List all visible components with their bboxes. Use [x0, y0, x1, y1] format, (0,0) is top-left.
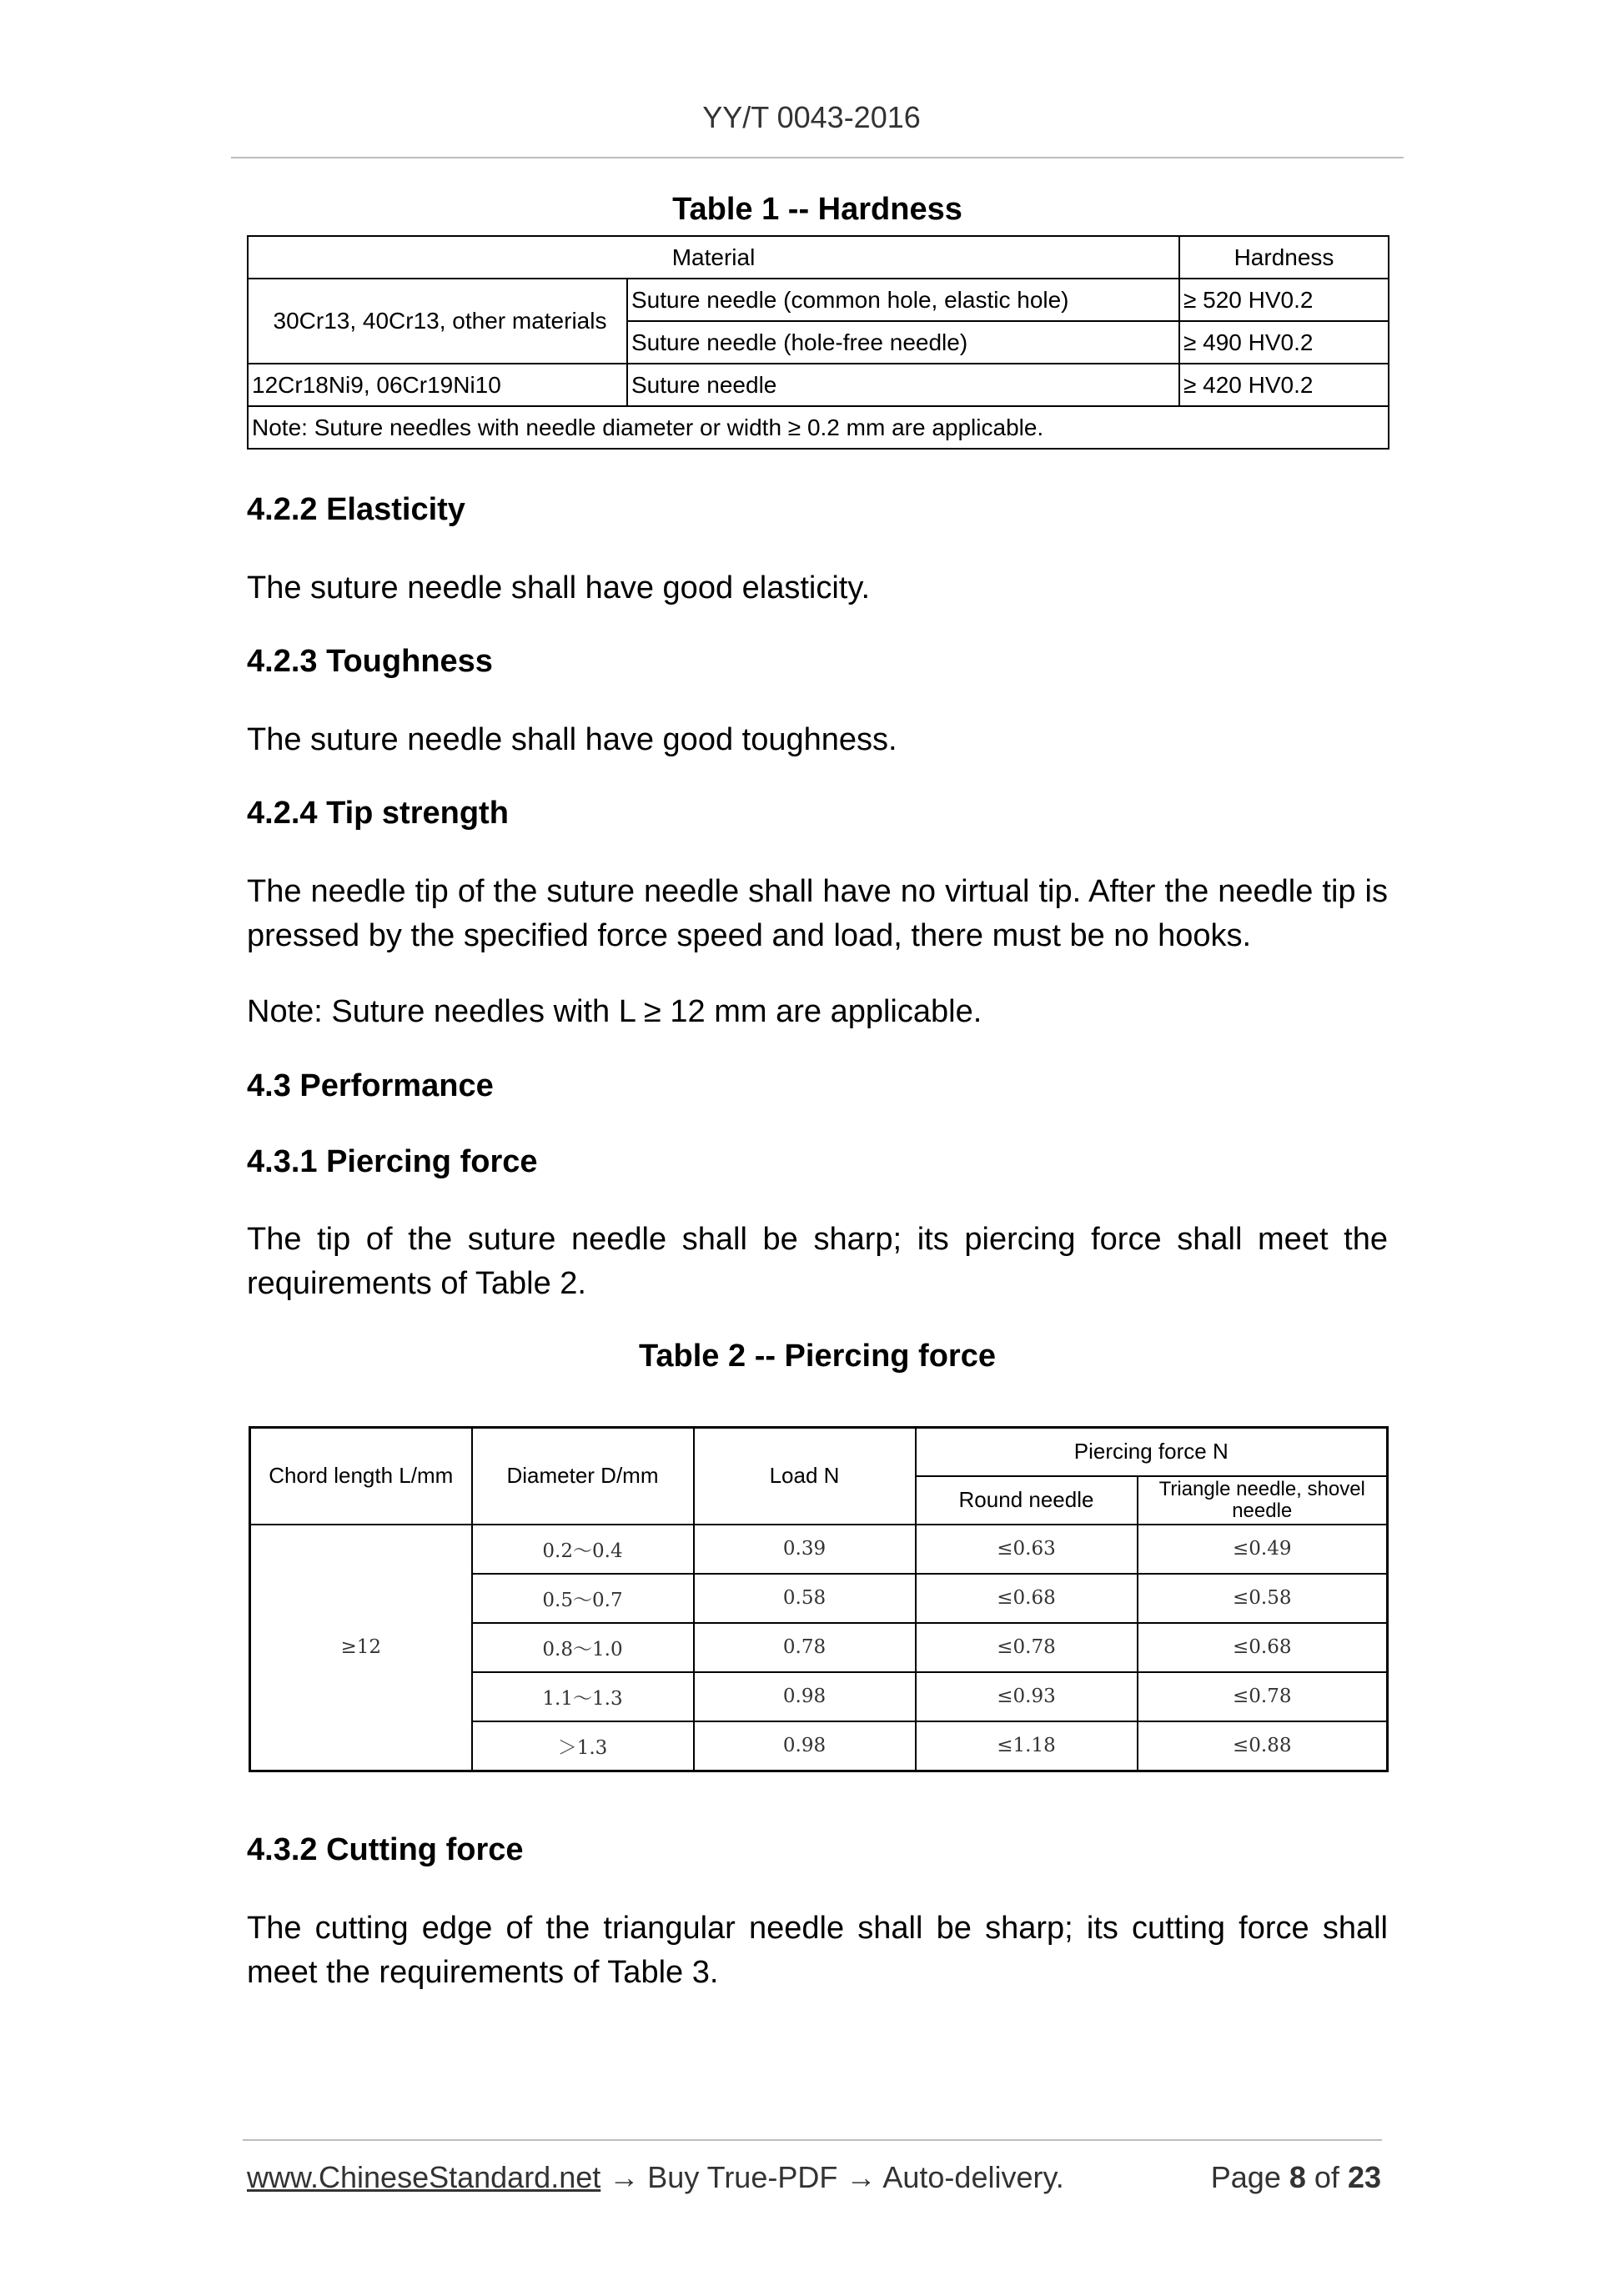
section-4-2-4-note: Note: Suture needles with L ≥ 12 mm are applicable.: [247, 994, 982, 1029]
buy-true-pdf-text: Buy True-PDF: [647, 2160, 838, 2194]
round-needle-cell: ≤0.93: [916, 1672, 1138, 1721]
section-4-3-2-heading: 4.3.2 Cutting force: [247, 1832, 524, 1867]
load-cell: 0.78: [694, 1623, 916, 1672]
page-number: 8: [1289, 2160, 1306, 2194]
needle-type-cell: Suture needle (common hole, elastic hole): [627, 279, 1179, 321]
diameter-cell: ＞1.3: [472, 1721, 694, 1771]
section-4-2-3-heading: 4.2.3 Toughness: [247, 644, 493, 679]
diameter-cell: 0.8～1.0: [472, 1623, 694, 1672]
diameter-cell: 1.1～1.3: [472, 1672, 694, 1721]
page-total: 23: [1347, 2160, 1381, 2194]
section-4-2-4-text: The needle tip of the suture needle shall have no virtual tip. After the needle tip is pressed by the specified force speed and load, there must be no hooks.: [247, 874, 1388, 953]
table1-caption: Table 1 -- Hardness: [672, 192, 962, 227]
table2-header-triangle: Triangle needle, shovel needle: [1138, 1476, 1388, 1525]
section-4-2-4-heading: 4.2.4 Tip strength: [247, 796, 509, 831]
load-cell: 0.58: [694, 1574, 916, 1623]
section-4-3-2-text: The cutting edge of the triangular needle shall be sharp; its cutting force shall meet the requirements of Table 3.: [247, 1911, 1388, 1990]
needle-type-cell: Suture needle: [627, 364, 1179, 406]
table1-header-hardness: Hardness: [1179, 236, 1389, 279]
hardness-value-cell: ≥ 420 HV0.2: [1179, 364, 1389, 406]
section-4-3-heading: 4.3 Performance: [247, 1068, 494, 1103]
material-group-cell: 30Cr13, 40Cr13, other materials: [248, 279, 627, 364]
arrow-right-icon: →: [609, 2160, 640, 2194]
round-needle-cell: ≤0.63: [916, 1525, 1138, 1574]
needle-type-cell: Suture needle (hole-free needle): [627, 321, 1179, 364]
page-word: Page: [1210, 2160, 1281, 2194]
hardness-table: [247, 235, 1389, 450]
triangle-needle-cell: ≤0.49: [1138, 1525, 1388, 1574]
table2-header-diameter: Diameter D/mm: [472, 1428, 694, 1525]
hardness-value-cell: ≥ 490 HV0.2: [1179, 321, 1389, 364]
auto-delivery-text: Auto-delivery.: [882, 2160, 1064, 2194]
section-4-3-1-heading: 4.3.1 Piercing force: [247, 1144, 538, 1179]
page-indicator: [1211, 2160, 1381, 2195]
section-4-2-2-heading: 4.2.2 Elasticity: [247, 492, 465, 527]
footer-promo: [247, 2160, 1064, 2195]
load-cell: 0.98: [694, 1721, 916, 1771]
table-row: [248, 279, 1389, 321]
footer-divider: [243, 2139, 1382, 2141]
document-id-header: YY/T 0043-2016: [702, 100, 921, 134]
table-row: [248, 364, 1389, 406]
load-cell: 0.39: [694, 1525, 916, 1574]
round-needle-cell: ≤0.68: [916, 1574, 1138, 1623]
table2-header-chord: Chord length L/mm: [250, 1428, 472, 1525]
diameter-cell: 0.2～0.4: [472, 1525, 694, 1574]
triangle-needle-cell: ≤0.68: [1138, 1623, 1388, 1672]
section-4-2-2-text: The suture needle shall have good elasticity.: [247, 570, 871, 605]
triangle-needle-cell: ≤0.78: [1138, 1672, 1388, 1721]
hardness-value-cell: ≥ 520 HV0.2: [1179, 279, 1389, 321]
round-needle-cell: ≤1.18: [916, 1721, 1138, 1771]
chord-length-cell: ≥12: [250, 1525, 472, 1771]
table1-note: Note: Suture needles with needle diameter or width ≥ 0.2 mm are applicable.: [248, 406, 1389, 449]
material-group-cell: 12Cr18Ni9, 06Cr19Ni10: [248, 364, 627, 406]
section-4-3-1-text: The tip of the suture needle shall be sharp; its piercing force shall meet the requirements of Table 2.: [247, 1222, 1388, 1301]
diameter-cell: 0.5～0.7: [472, 1574, 694, 1623]
triangle-needle-cell: ≤0.58: [1138, 1574, 1388, 1623]
table2-caption: Table 2 -- Piercing force: [639, 1339, 996, 1374]
header-divider: [231, 157, 1404, 158]
piercing-force-table: [249, 1426, 1389, 1772]
triangle-needle-cell: ≤0.88: [1138, 1721, 1388, 1771]
table2-header-piercing: Piercing force N: [916, 1428, 1388, 1476]
table2-header-load: Load N: [694, 1428, 916, 1525]
chinese-standard-link[interactable]: www.ChineseStandard.net: [247, 2160, 601, 2194]
round-needle-cell: ≤0.78: [916, 1623, 1138, 1672]
table-row: [250, 1525, 1388, 1574]
load-cell: 0.98: [694, 1672, 916, 1721]
table1-header-material: Material: [248, 236, 1179, 279]
arrow-right-icon: →: [846, 2160, 877, 2194]
table2-header-round: Round needle: [916, 1476, 1138, 1525]
of-word: of: [1314, 2160, 1339, 2194]
section-4-2-3-text: The suture needle shall have good toughness.: [247, 722, 897, 757]
